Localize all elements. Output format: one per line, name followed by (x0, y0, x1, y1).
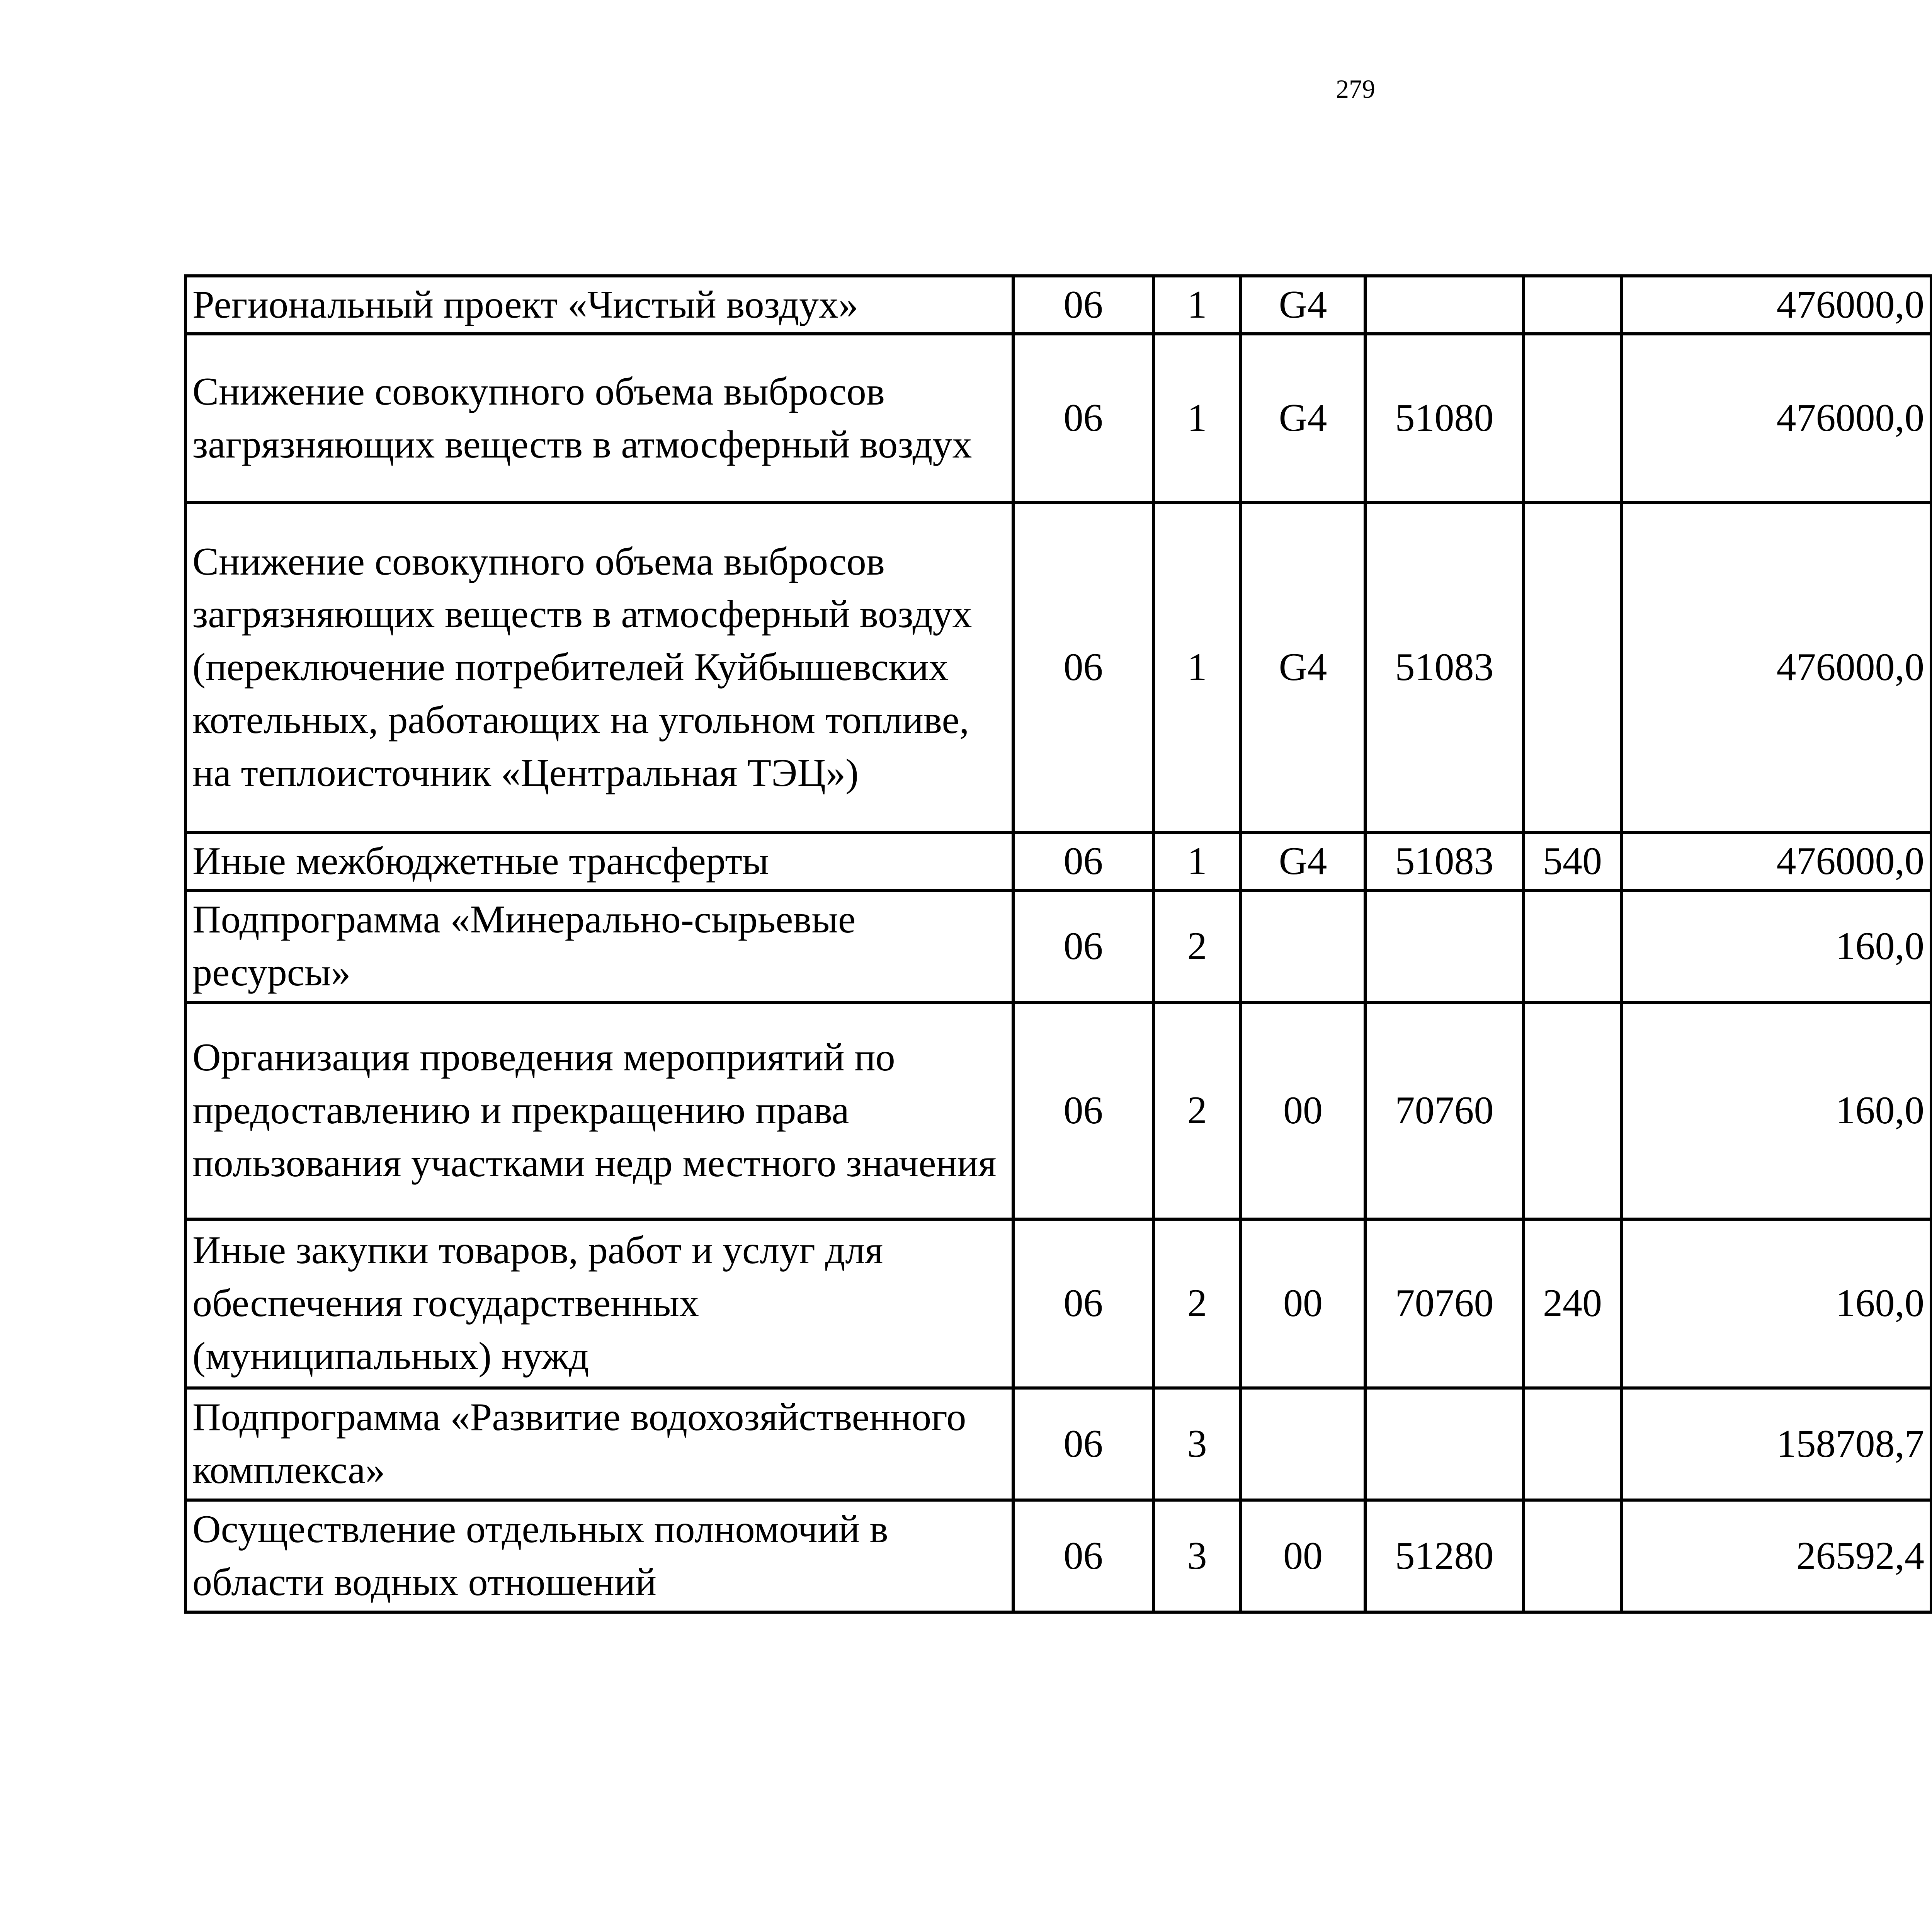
direction-code (1365, 890, 1524, 1002)
direction-code (1365, 276, 1524, 334)
subprogram-code: 3 (1153, 1388, 1241, 1500)
row-name: Осуществление отдельных полномочий в области водных отношений (185, 1500, 1013, 1612)
section-code: 06 (1013, 1002, 1153, 1219)
amount-year-1: 476000,0 (1621, 832, 1931, 890)
direction-code: 70760 (1365, 1219, 1524, 1388)
table-row (185, 890, 1932, 1002)
project-code: G4 (1241, 334, 1365, 503)
row-name: Подпрограмма «Минерально-сырьевые ресурсы» (185, 890, 1013, 1002)
expense-type-code (1524, 1500, 1621, 1612)
subprogram-code: 1 (1153, 832, 1241, 890)
budget-table-body (185, 276, 1932, 1612)
amount-year-1: 476000,0 (1621, 276, 1931, 334)
project-code (1241, 1388, 1365, 1500)
subprogram-code: 1 (1153, 503, 1241, 832)
table-row (185, 503, 1932, 832)
subprogram-code: 2 (1153, 1219, 1241, 1388)
amount-year-1: 26592,4 (1621, 1500, 1931, 1612)
amount-year-1: 476000,0 (1621, 503, 1931, 832)
budget-table (184, 274, 1932, 1614)
expense-type-code (1524, 276, 1621, 334)
expense-type-code: 540 (1524, 832, 1621, 890)
section-code: 06 (1013, 890, 1153, 1002)
project-code: G4 (1241, 503, 1365, 832)
project-code (1241, 890, 1365, 1002)
direction-code (1365, 1388, 1524, 1500)
table-row (185, 334, 1932, 503)
amount-year-1: 160,0 (1621, 890, 1931, 1002)
table-row (185, 1500, 1932, 1612)
subprogram-code: 2 (1153, 1002, 1241, 1219)
section-code: 06 (1013, 832, 1153, 890)
expense-type-code (1524, 890, 1621, 1002)
table-row (185, 1219, 1932, 1388)
subprogram-code: 1 (1153, 334, 1241, 503)
table-row (185, 1388, 1932, 1500)
direction-code: 51280 (1365, 1500, 1524, 1612)
project-code: 00 (1241, 1500, 1365, 1612)
row-name: Организация проведения мероприятий по предоставлению и прекращению права пользования участками недр местного значения (185, 1002, 1013, 1219)
direction-code: 51083 (1365, 503, 1524, 832)
row-name: Иные межбюджетные трансферты (185, 832, 1013, 890)
amount-year-1: 158708,7 (1621, 1388, 1931, 1500)
project-code: 00 (1241, 1219, 1365, 1388)
amount-year-1: 160,0 (1621, 1219, 1931, 1388)
amount-year-1: 476000,0 (1621, 334, 1931, 503)
section-code: 06 (1013, 1219, 1153, 1388)
expense-type-code (1524, 1388, 1621, 1500)
section-code: 06 (1013, 1388, 1153, 1500)
direction-code: 51080 (1365, 334, 1524, 503)
row-name: Региональный проект «Чистый воздух» (185, 276, 1013, 334)
amount-year-1: 160,0 (1621, 1002, 1931, 1219)
table-row (185, 1002, 1932, 1219)
expense-type-code (1524, 503, 1621, 832)
section-code: 06 (1013, 276, 1153, 334)
page-number: 279 (1336, 74, 1375, 104)
expense-type-code (1524, 1002, 1621, 1219)
expense-type-code: 240 (1524, 1219, 1621, 1388)
section-code: 06 (1013, 334, 1153, 503)
subprogram-code: 1 (1153, 276, 1241, 334)
row-name: Снижение совокупного объема выбросов загрязняющих веществ в атмосферный воздух (185, 334, 1013, 503)
row-name: Подпрограмма «Развитие водохозяйственного комплекса» (185, 1388, 1013, 1500)
section-code: 06 (1013, 1500, 1153, 1612)
table-row (185, 832, 1932, 890)
subprogram-code: 3 (1153, 1500, 1241, 1612)
direction-code: 51083 (1365, 832, 1524, 890)
project-code: 00 (1241, 1002, 1365, 1219)
section-code: 06 (1013, 503, 1153, 832)
project-code: G4 (1241, 276, 1365, 334)
expense-type-code (1524, 334, 1621, 503)
row-name: Иные закупки товаров, работ и услуг для обеспечения государственных (муниципальных) нужд (185, 1219, 1013, 1388)
table-row (185, 276, 1932, 334)
project-code: G4 (1241, 832, 1365, 890)
direction-code: 70760 (1365, 1002, 1524, 1219)
subprogram-code: 2 (1153, 890, 1241, 1002)
row-name: Снижение совокупного объема выбросов загрязняющих веществ в атмосферный воздух (переключение потребителей Куйбышевских котельных, работающих на угольном топливе, на теплоисточник «Центральная ТЭЦ») (185, 503, 1013, 832)
